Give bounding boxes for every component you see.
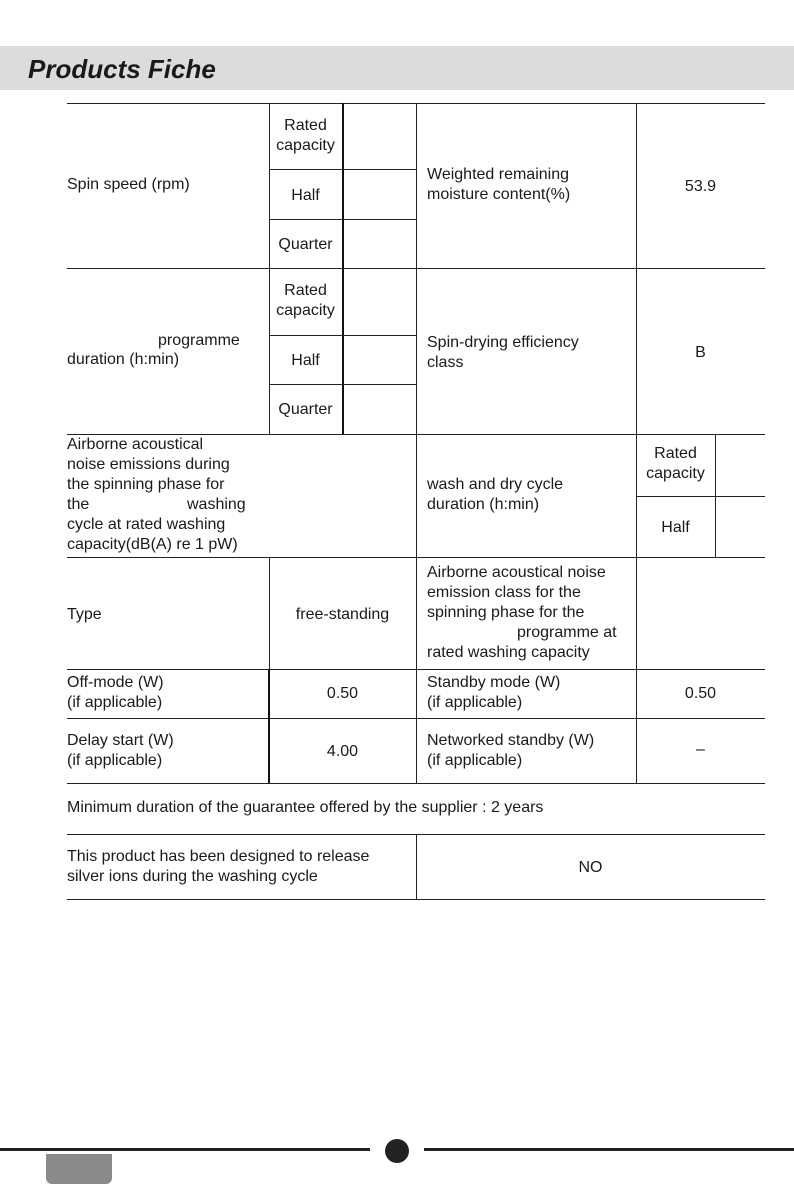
networked-label-2: (if applicable) [427,752,523,769]
spin-speed-label: Spin speed (rpm) [67,176,190,193]
noise-line-4b: washing [187,496,246,513]
wash-dry-label-2: duration (h:min) [427,496,540,513]
moisture-label-1: Weighted remaining [427,166,570,183]
type-value: free-standing [295,606,390,623]
prog-rated-label: Rated [284,282,327,299]
wash-dry-half-label: Half [661,519,690,536]
noise-line-6: capacity(dB(A) re 1 pW) [67,536,238,553]
spin-drying-label-1: Spin-drying efficiency [427,334,579,351]
spin-half-label: Half [291,187,320,204]
noise-class-line-4: programme at [517,624,617,641]
delay-label-2: (if applicable) [67,752,163,769]
wash-dry-label-1: wash and dry cycle [427,476,564,493]
moisture-value: 53.9 [684,178,717,195]
moisture-label-2: moisture content(%) [427,186,571,203]
silver-label-1: This product has been designed to release [67,848,370,865]
noise-class-line-2: emission class for the [427,584,581,601]
programme-label-2: duration (h:min) [67,351,180,368]
guarantee-text: Minimum duration of the guarantee offered by the supplier : 2 years [67,799,544,816]
spin-rated-label-2: capacity [276,137,335,154]
page-title: Products Fiche [28,54,216,84]
spin-rated-label: Rated [284,117,327,134]
noise-class-line-5: rated washing capacity [427,644,590,661]
noise-class-line-1: Airborne acoustical noise [427,564,606,581]
footer-line-right [424,1148,794,1151]
noise-line-5: cycle at rated washing [67,516,226,533]
prog-rated-label-2: capacity [276,302,335,319]
offmode-label-2: (if applicable) [67,694,163,711]
footer-line-left [0,1148,370,1151]
prog-quarter-label: Quarter [278,401,333,418]
noise-line-3: the spinning phase for [67,476,225,493]
silver-value: NO [578,859,603,876]
noise-line-1: Airborne acoustical [67,436,204,453]
delay-label-1: Delay start (W) [67,732,174,749]
prog-half-label: Half [291,352,320,369]
spin-drying-label-2: class [427,354,464,371]
programme-label-1: programme [158,332,240,349]
silver-label-2: silver ions during the washing cycle [67,868,318,885]
standby-label-2: (if applicable) [427,694,523,711]
footer-dot-icon [385,1139,409,1163]
type-label: Type [67,606,102,623]
delay-value: 4.00 [326,743,359,760]
wash-dry-rated-label-2: capacity [646,465,705,482]
standby-value: 0.50 [684,685,717,702]
offmode-label-1: Off-mode (W) [67,674,164,691]
networked-value: – [696,741,705,758]
networked-label-1: Networked standby (W) [427,732,595,749]
spin-quarter-label: Quarter [278,236,333,253]
noise-class-line-3: spinning phase for the [427,604,585,621]
standby-label-1: Standby mode (W) [427,674,561,691]
spin-drying-value: B [695,344,706,361]
offmode-value: 0.50 [326,685,359,702]
page-number-tab [46,1154,112,1184]
noise-line-2: noise emissions during [67,456,230,473]
wash-dry-rated-label: Rated [654,445,697,462]
noise-line-4a: the [67,496,90,513]
